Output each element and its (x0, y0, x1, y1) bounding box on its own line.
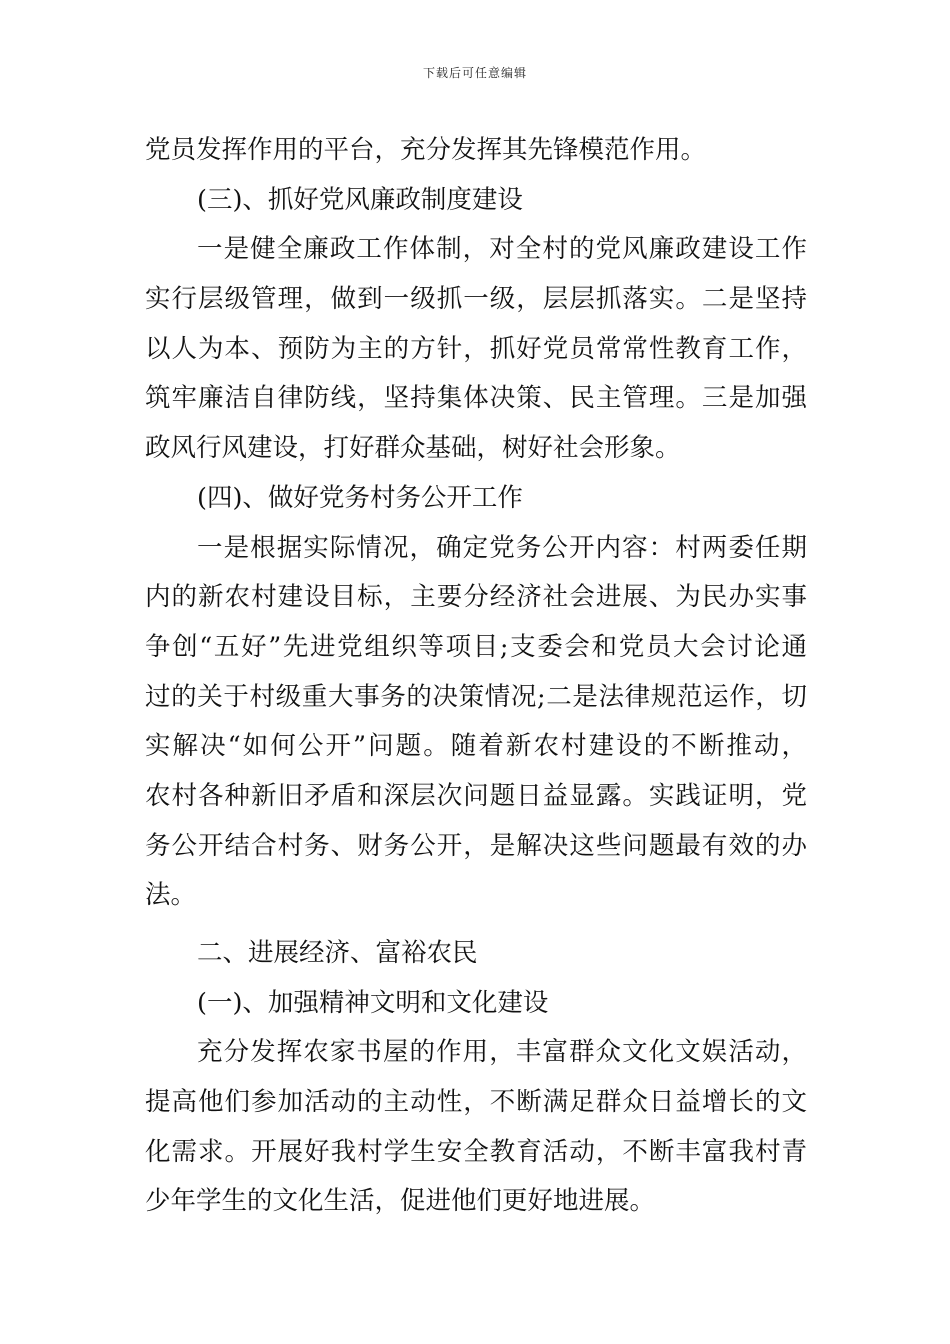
paragraph-line: 充分发挥农家书屋的作用，丰富群众文化文娱活动， (197, 1037, 807, 1068)
paragraph-line: 以人为本、预防为主的方针，抓好党员常常性教育工作， (145, 333, 807, 364)
section-heading: (四)、做好党务村务公开工作 (197, 482, 523, 513)
paragraph-line: 实解决“如何公开”问题。随着新农村建设的不断推动， (145, 731, 807, 762)
chapter-heading: 二、进展经济、富裕农民 (197, 938, 478, 968)
paragraph-gap (145, 921, 807, 929)
paragraph-line: 化需求。开展好我村学生安全教育活动，不断丰富我村青 (145, 1136, 807, 1167)
paragraph-line: 一是健全廉政工作体制，对全村的党风廉政建设工作 (197, 234, 807, 265)
paragraph-line: 法。 (145, 880, 197, 911)
paragraph-line: 内的新农村建设目标，主要分经济社会进展、为民办实事 (145, 582, 807, 613)
paragraph-line: 政风行风建设，打好群众基础，树好社会形象。 (145, 433, 681, 464)
paragraph-line: 提高他们参加活动的主动性，不断满足群众日益增长的文 (145, 1087, 807, 1118)
paragraph-line: 过的关于村级重大事务的决策情况;二是法律规范运作，切 (145, 681, 807, 712)
paragraph-line: 党员发挥作用的平台，充分发挥其先锋模范作用。 (145, 135, 707, 165)
page-header-note: 下载后可任意编辑 (422, 66, 527, 80)
document-body (145, 126, 807, 1227)
paragraph-line: 筑牢廉洁自律防线，坚持集体决策、民主管理。三是加强 (145, 383, 807, 414)
paragraph-line: 少年学生的文化生活，促进他们更好地进展。 (145, 1186, 656, 1217)
section-heading: (一)、加强精神文明和文化建设 (197, 987, 549, 1018)
section-heading: (三)、抓好党风廉政制度建设 (197, 184, 523, 215)
paragraph-line: 农村各种新旧矛盾和深层次问题日益显露。实践证明，党 (145, 780, 807, 811)
paragraph-line: 实行层级管理，做到一级抓一级，层层抓落实。二是坚持 (145, 284, 807, 315)
paragraph-line: 一是根据实际情况，确定党务公开内容：村两委任期 (197, 532, 807, 563)
paragraph-line: 务公开结合村务、财务公开，是解决这些问题最有效的办 (145, 830, 807, 861)
paragraph-line: 争创“五好”先进党组织等项目;支委会和党员大会讨论通 (145, 631, 807, 662)
